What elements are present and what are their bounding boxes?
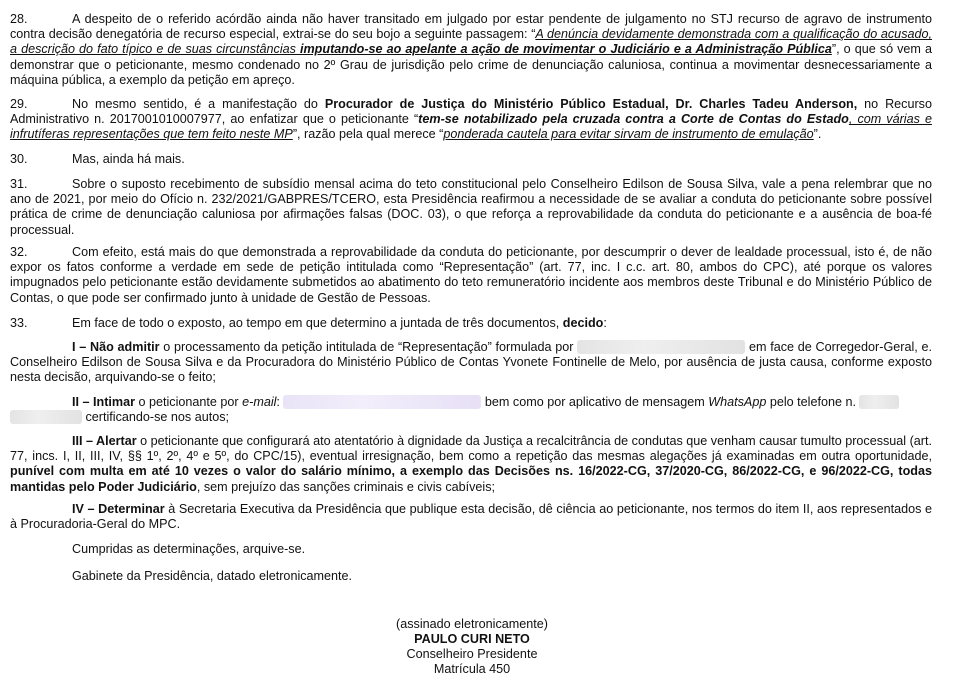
signature-name: PAULO CURI NETO bbox=[414, 632, 530, 646]
closing-office bbox=[10, 569, 932, 584]
redacted-email bbox=[283, 395, 481, 409]
paragraph-33 bbox=[10, 316, 932, 331]
text: A despeito de o referido acórdão ainda não haver transitado em julgado por estar pendente de julgamento no STJ recurso de agravo de instrumento contra decisão denegatória de recurso especial, extrai-se do seu bojo a seguinte passagem: “ bbox=[10, 12, 932, 42]
paragraph-number: 33. bbox=[10, 316, 28, 330]
text: em face de Corregedor-Geral, e. Conselheiro Edilson de Sousa Silva e da Procuradora do Ministério Público de Contas Yvonete Fontinelle de Melo, por ausência de justa causa, conforme exposto nesta decisão, arquivando-se o feito; bbox=[10, 340, 932, 385]
text: Cumpridas as determinações, arquive-se. bbox=[72, 542, 306, 556]
paragraph-number: 30. bbox=[10, 152, 28, 166]
text: Mas, ainda há mais. bbox=[72, 152, 185, 166]
text: Gabinete da Presidência, datado eletronicamente. bbox=[72, 569, 353, 583]
quote-cautela: ponderada cautela para evitar sirvam de instrumento de emulação bbox=[443, 127, 814, 142]
text: : bbox=[603, 316, 607, 330]
signature-note: (assinado eletronicamente) bbox=[396, 617, 548, 631]
paragraph-31 bbox=[10, 177, 932, 238]
decido: decido bbox=[562, 316, 604, 330]
signature-role: Conselheiro Presidente bbox=[406, 647, 538, 661]
paragraph-32 bbox=[10, 245, 932, 306]
item-iii bbox=[10, 434, 932, 495]
paragraph-number: 29. bbox=[10, 97, 28, 111]
text: , sem prejuízo das sanções criminais e civis cabíveis; bbox=[196, 479, 496, 494]
whatsapp-label: WhatsApp bbox=[708, 395, 767, 409]
quote-acordao-bold: imputando-se ao apelante a ação de movimentar o Judiciário e a Administração Pública bbox=[299, 42, 832, 57]
paragraph-number: 31. bbox=[10, 177, 28, 191]
text: Com efeito, está mais do que demonstrada a reprovabilidade da conduta do peticionante, por descumprir o dever de lealdade processual, isto é, de não expor os fatos conforme a verdade em sede de petição intitulada como “Representação” (art. 77, inc. I c.c. art. 80, ambos do CPC), até porque os valores impugnados pelo peticionante estão devidamente submetidos ao abatimento do teto remuneratório incidente aos membros deste Tribunal e do Ministério Público de Contas, o que pode ser confirmado junto à unidade de Gestão de Pessoas. bbox=[10, 245, 932, 305]
redacted-phone-cont bbox=[10, 410, 82, 424]
item-label: III – Alertar bbox=[72, 434, 137, 448]
item-label: II – Intimar bbox=[72, 395, 135, 409]
item-ii bbox=[10, 395, 932, 425]
paragraph-number: 32. bbox=[10, 245, 28, 259]
paragraph-30 bbox=[10, 152, 932, 167]
text: o peticionante que configurará ato atentatório à dignidade da Justiça a recalcitrância de condutas que venham causar tumulto processual (art. 77, incs. I, II, III, IV, §§ 1º, 2º, 4º e 5º, do CPC/15), eventual irresignação, bem como a repetição das mesmas alegações já examinadas em outra oportunidade, bbox=[10, 434, 932, 464]
text: no Recurso Administrativo n. 2017001010007977, ao enfatizar que o peticionante “ bbox=[10, 97, 932, 127]
text: o processamento da petição intitulada de “Representação” formulada por bbox=[159, 340, 578, 354]
redacted-name bbox=[577, 340, 745, 354]
penalty-warning: punível com multa em até 10 vezes o valor do salário mínimo, a exemplo das Decisões ns. 16/2022-CG, 37/2020-CG, 86/2022-CG, e 96/2022-CG, todas mantidas pelo Poder Judiciário bbox=[10, 464, 932, 494]
prosecutor-name: Procurador de Justiça do Ministério Público Estadual, Dr. Charles Tadeu Anderson, bbox=[324, 97, 858, 111]
quote-mp-bold: tem-se notabilizado pela cruzada contra a Corte de Contas do Estado bbox=[418, 112, 849, 127]
item-i bbox=[10, 340, 932, 386]
signature-registration: Matrícula 450 bbox=[433, 662, 511, 676]
text: Sobre o suposto recebimento de subsídio mensal acima do teto constitucional pelo Conselheiro Edilson de Sousa Silva, vale a pena relembrar que no ano de 2021, por meio do Ofício n. 232/2021/GABPRES/TCERO, esta Presidência reafirmou a necessidade de se avaliar a conduta do peticionante sobre possível prática de crime de denunciação caluniosa por afirmações falsas (DOC. 03), o que reforça a reprovabilidade da conduta do peticionante e a ausência de boa-fé processual. bbox=[10, 177, 932, 237]
text: No mesmo sentido, é a manifestação do bbox=[72, 97, 325, 111]
text: : bbox=[276, 395, 284, 409]
redacted-phone bbox=[859, 395, 899, 409]
text: ”, razão pela qual merece “ bbox=[292, 127, 444, 142]
text: ”. bbox=[813, 127, 822, 142]
item-label: IV – Determinar bbox=[72, 502, 165, 516]
text: certificando-se nos autos; bbox=[82, 410, 230, 425]
item-iv bbox=[10, 502, 932, 532]
email-label: e-mail bbox=[242, 395, 277, 409]
text: pelo telefone n. bbox=[766, 395, 860, 409]
paragraph-number: 28. bbox=[10, 12, 28, 26]
quote-mp: , com várias e infrutíferas representações que tem feito neste MP bbox=[10, 112, 932, 142]
item-label: I – Não admitir bbox=[72, 340, 160, 354]
closing-archive bbox=[10, 542, 932, 557]
quote-acordao: A denúncia devidamente demonstrada com a qualificação do acusado, a descrição do fato típico e de suas circunstâncias bbox=[10, 27, 932, 57]
text: ”, o que só vem a demonstrar que o peticionante, mesmo condenado no 2º Grau de jurisdição pelo crime de denunciação caluniosa, continua a movimentar desnecessariamente a máquina pública, a exemplo da petição em apreço. bbox=[10, 42, 932, 87]
text: Em face de todo o exposto, ao tempo em que determino a juntada de três documentos, bbox=[72, 316, 563, 330]
text: bem como por aplicativo de mensagem bbox=[481, 395, 709, 409]
paragraph-28 bbox=[10, 12, 932, 88]
text: o peticionante por bbox=[135, 395, 243, 409]
paragraph-29 bbox=[10, 97, 932, 143]
text: à Secretaria Executiva da Presidência que publique esta decisão, dê ciência ao peticionante, nos termos do item II, aos representados e à Procuradoria-Geral do MPC. bbox=[10, 502, 932, 532]
